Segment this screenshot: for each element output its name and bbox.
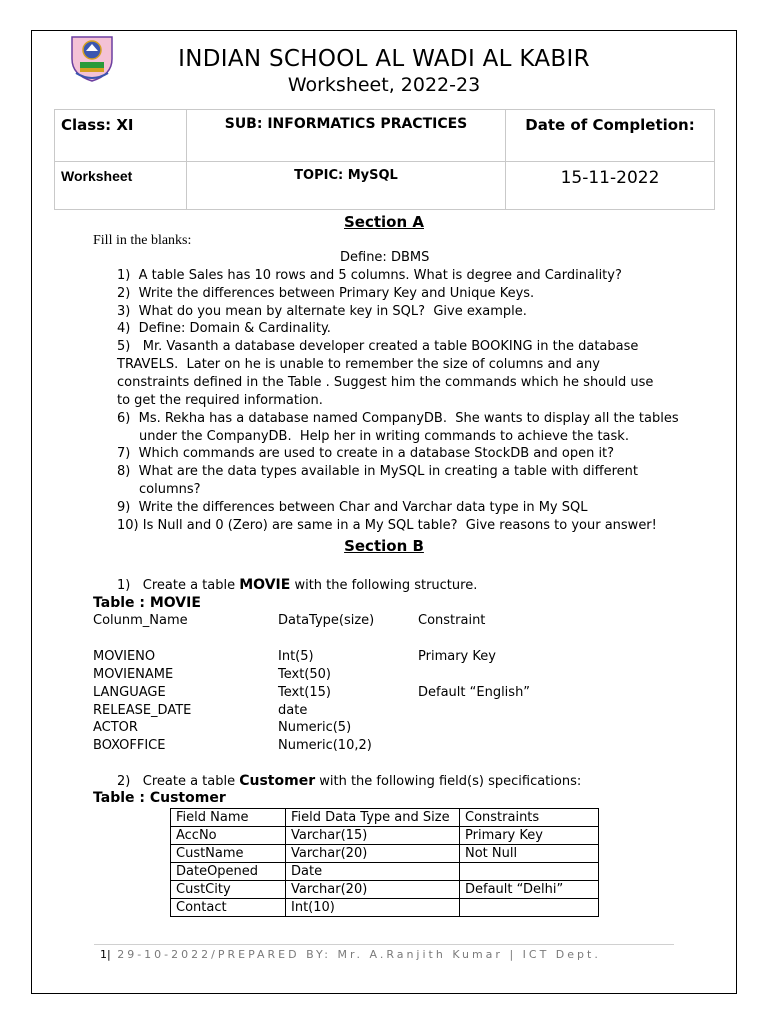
- table-cell: [460, 899, 599, 917]
- table-cell: CustName: [171, 845, 286, 863]
- customer-header-field: Field Name: [171, 809, 286, 827]
- question-4: 4) Define: Domain & Cardinality.: [117, 321, 331, 336]
- movie-row-col: MOVIENO: [93, 649, 156, 664]
- movie-row-constraint: Default “English”: [418, 685, 531, 700]
- table-cell: Varchar(15): [286, 827, 460, 845]
- table-cell: Int(10): [286, 899, 460, 917]
- subject-cell: SUB: INFORMATICS PRACTICES: [187, 110, 506, 162]
- class-cell: Class: XI: [55, 110, 187, 162]
- question-10: 10) Is Null and 0 (Zero) are same in a My SQL table? Give reasons to your answer!: [117, 518, 657, 533]
- customer-table-title: Table : Customer: [93, 790, 226, 806]
- q1-text-pre: 1) Create a table: [117, 578, 240, 593]
- movie-row-type: Numeric(10,2): [278, 738, 372, 753]
- topic-cell: TOPIC: MySQL: [187, 162, 506, 210]
- movie-row-constraint: Primary Key: [418, 649, 496, 664]
- type-cell: Worksheet: [55, 162, 187, 210]
- movie-row-type: Numeric(5): [278, 720, 352, 735]
- footer-separator: |: [107, 948, 111, 961]
- movie-row-col: LANGUAGE: [93, 685, 166, 700]
- q2-text-pre: 2) Create a table: [117, 774, 240, 789]
- table-cell: Date: [286, 863, 460, 881]
- question-6-line-2: under the CompanyDB. Help her in writing commands to achieve the task.: [139, 429, 629, 444]
- table-cell: Varchar(20): [286, 845, 460, 863]
- movie-header-datatype: DataType(size): [278, 613, 375, 628]
- movie-table-title: Table : MOVIE: [93, 595, 201, 611]
- question-7: 7) Which commands are used to create in a database StockDB and open it?: [117, 446, 615, 461]
- table-row: [171, 863, 599, 881]
- question-5-line-2: TRAVELS. Later on he is unable to remember the size of columns and any: [117, 357, 600, 372]
- question-5-line-4: to get the required information.: [117, 393, 323, 408]
- q2-table-name: Customer: [239, 773, 316, 789]
- customer-table: [170, 808, 599, 917]
- question-5-line-1: 5) Mr. Vasanth a database developer created a table BOOKING in the database: [117, 339, 639, 354]
- question-6-line-1: 6) Ms. Rekha has a database named CompanyDB. She wants to display all the tables: [117, 411, 679, 426]
- movie-row-col: ACTOR: [93, 720, 138, 735]
- q1-text-post: with the following structure.: [290, 578, 478, 593]
- movie-row-type: date: [278, 703, 308, 718]
- footer-divider: [94, 944, 674, 945]
- table-row: [171, 845, 599, 863]
- header-table: [54, 109, 715, 210]
- movie-row-col: MOVIENAME: [93, 667, 174, 682]
- movie-header-constraint: Constraint: [418, 613, 486, 628]
- q2-text-post: with the following field(s) specifications:: [315, 774, 582, 789]
- question-1: 1) A table Sales has 10 rows and 5 columns. What is degree and Cardinality?: [117, 268, 622, 283]
- table-cell: Default “Delhi”: [460, 881, 599, 899]
- instruction: Fill in the blanks:: [93, 233, 192, 248]
- footer: [100, 948, 601, 961]
- worksheet-year: Worksheet, 2022-23: [287, 74, 481, 96]
- customer-header-type: Field Data Type and Size: [286, 809, 460, 827]
- page-number: 1: [100, 948, 107, 961]
- movie-row-col: RELEASE_DATE: [93, 703, 192, 718]
- table-row: [171, 881, 599, 899]
- q1-table-name: MOVIE: [239, 577, 291, 593]
- table-cell: CustCity: [171, 881, 286, 899]
- school-name: INDIAN SCHOOL AL WADI AL KABIR: [178, 46, 590, 72]
- question-2: 2) Write the differences between Primary Key and Unique Keys.: [117, 286, 535, 301]
- question-3: 3) What do you mean by alternate key in SQL? Give example.: [117, 304, 527, 319]
- table-cell: Not Null: [460, 845, 599, 863]
- table-cell: Contact: [171, 899, 286, 917]
- define-dbms: Define: DBMS: [340, 250, 430, 265]
- table-row: [171, 899, 599, 917]
- movie-header-column: Colunm_Name: [93, 613, 188, 628]
- date-label-cell: Date of Completion:: [506, 110, 715, 162]
- question-9: 9) Write the differences between Char and Varchar data type in My SQL: [117, 500, 588, 515]
- table-cell: DateOpened: [171, 863, 286, 881]
- table-row: [171, 809, 599, 827]
- movie-row-type: Int(5): [278, 649, 314, 664]
- table-cell: Primary Key: [460, 827, 599, 845]
- section-b-question-1: [117, 577, 477, 593]
- movie-row-type: Text(50): [278, 667, 331, 682]
- date-cell: 15-11-2022: [506, 162, 715, 210]
- section-b-title: Section B: [344, 537, 424, 555]
- section-b-question-2: [117, 773, 581, 789]
- table-cell: Varchar(20): [286, 881, 460, 899]
- section-a-title: Section A: [344, 213, 424, 231]
- movie-row-col: BOXOFFICE: [93, 738, 166, 753]
- table-cell: [460, 863, 599, 881]
- question-8-line-1: 8) What are the data types available in MySQL in creating a table with different: [117, 464, 639, 479]
- question-8-line-2: columns?: [139, 482, 201, 497]
- question-5-line-3: constraints defined in the Table . Suggest him the commands which he should use: [117, 375, 654, 390]
- table-row: [171, 827, 599, 845]
- movie-row-type: Text(15): [278, 685, 331, 700]
- table-cell: AccNo: [171, 827, 286, 845]
- footer-text: 29-10-2022/PREPARED BY: Mr. A.Ranjith Kumar | ICT Dept.: [110, 948, 601, 961]
- customer-header-constraints: Constraints: [460, 809, 599, 827]
